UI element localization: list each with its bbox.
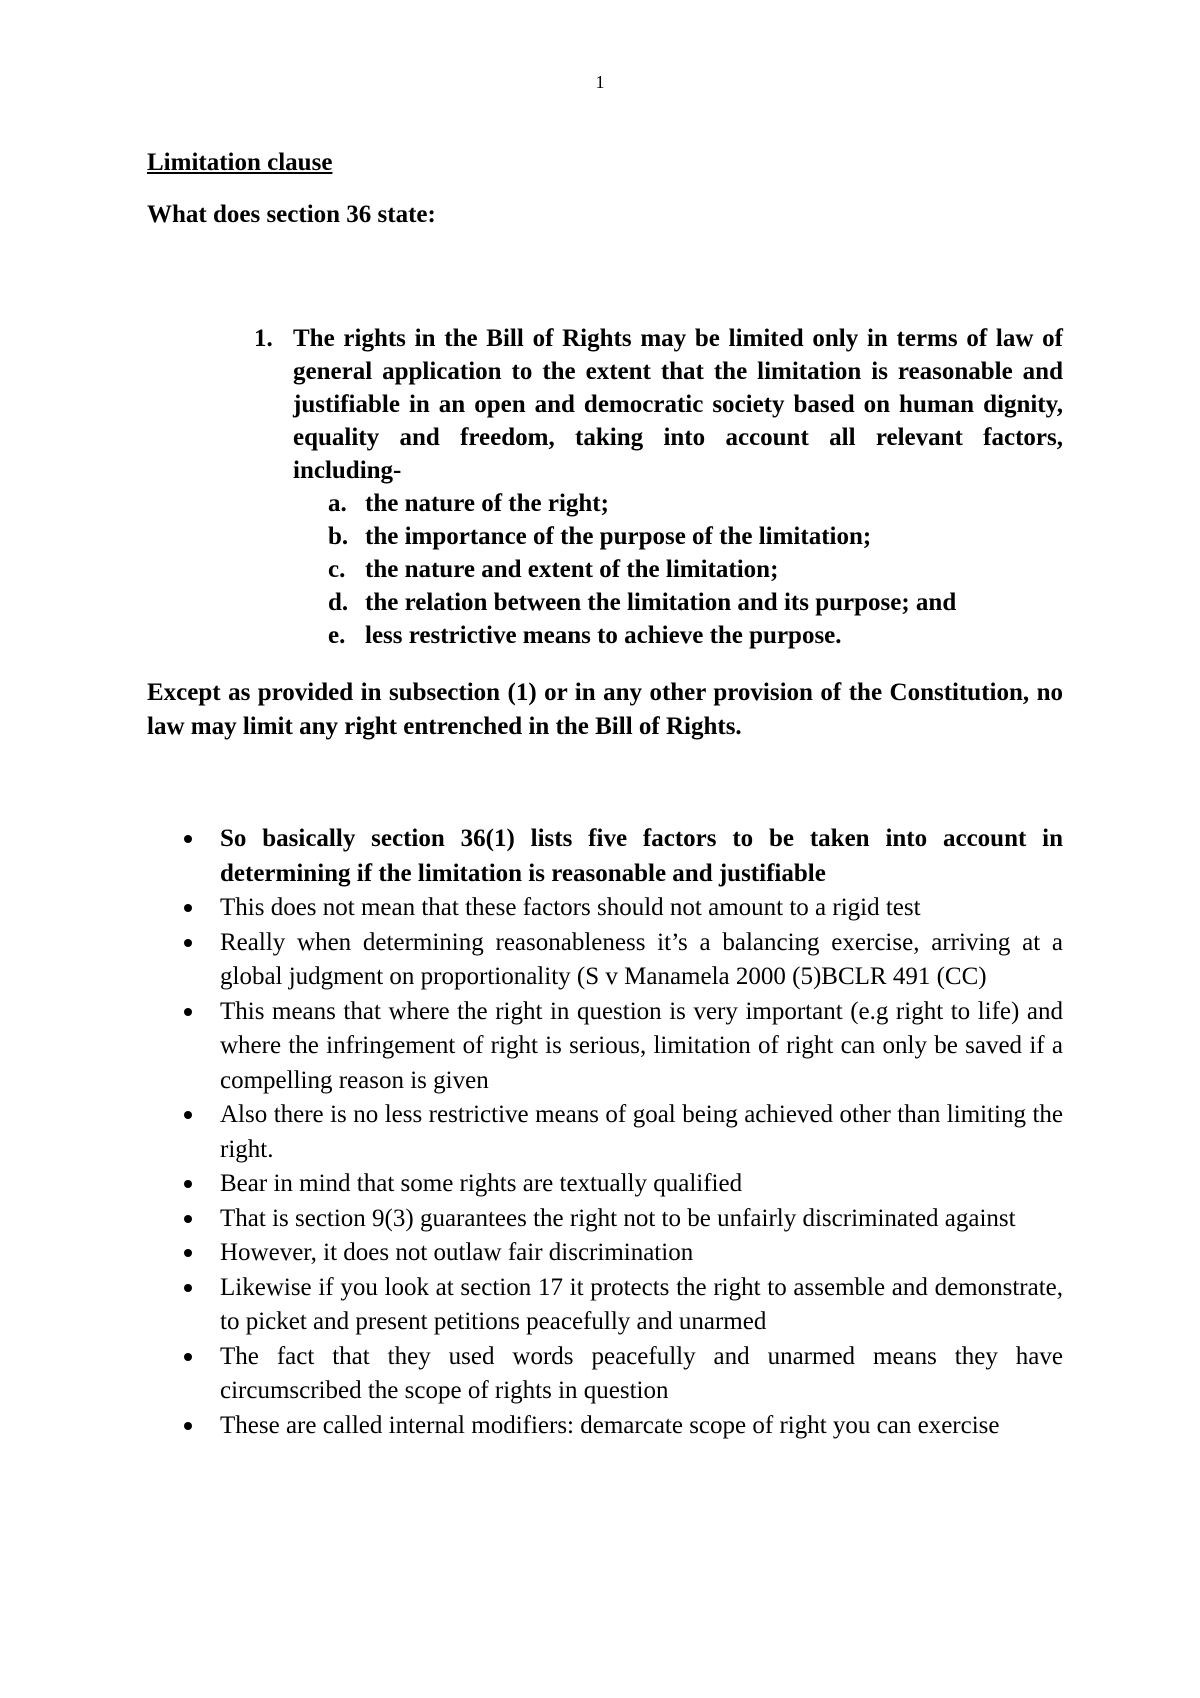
bullet-item xyxy=(147,1202,1063,1237)
section-question: What does section 36 state: xyxy=(147,201,436,228)
numbered-item-text: The rights in the Bill of Rights may be limited only in terms of law of general application to the extent that the limitation is reasonable and justifiable in an open and democratic society based on human dignity, equality and freedom, taking into account all relevant factors, including- xyxy=(293,325,1063,484)
bullet-item xyxy=(147,1236,1063,1271)
factor-text: the nature of the right; xyxy=(365,490,609,517)
factor-text: the nature and extent of the limitation; xyxy=(365,556,779,583)
numbered-item-1 xyxy=(147,322,1063,652)
factor-item-e xyxy=(293,619,1063,652)
except-paragraph: Except as provided in subsection (1) or in any other provision of the Constitution, no law may limit any right entrenched in the Bill of Rights. xyxy=(147,679,1063,740)
factor-text: the relation between the limitation and its purpose; and xyxy=(365,589,957,616)
factor-marker: a. xyxy=(328,490,347,517)
factor-item-d xyxy=(293,586,1063,619)
bullet-text: Really when determining reasonableness it’s a balancing exercise, arriving at a global judgment on proportionality (S v Manamela 2000 (5)BCLR 491 (CC) xyxy=(220,928,1063,990)
bullet-item xyxy=(147,891,1063,926)
numbered-list xyxy=(147,322,1063,652)
bullet-text: However, it does not outlaw fair discrimination xyxy=(220,1239,694,1266)
bullet-item xyxy=(147,1167,1063,1202)
bullet-item xyxy=(147,1340,1063,1409)
factor-marker: e. xyxy=(328,622,346,649)
bullet-text: Bear in mind that some rights are textually qualified xyxy=(220,1170,743,1197)
bullet-item xyxy=(147,995,1063,1099)
bullet-icon xyxy=(184,1284,192,1292)
section-title: Limitation clause xyxy=(147,149,333,176)
factor-sublist xyxy=(293,487,1063,652)
page-number: 1 xyxy=(595,72,605,92)
bullet-icon xyxy=(184,1180,192,1188)
bullet-item xyxy=(147,1271,1063,1340)
bullet-text: This does not mean that these factors should not amount to a rigid test xyxy=(220,894,921,921)
bullet-text: These are called internal modifiers: demarcate scope of right you can exercise xyxy=(220,1411,1000,1439)
bullet-item xyxy=(147,822,1063,891)
bullet-text: This means that where the right in question is very important (e.g right to life) and where the infringement of right is serious, limitation of right can only be saved if a compelling reason is given xyxy=(220,997,1063,1094)
bullet-text: Likewise if you look at section 17 it protects the right to assemble and demonstrate, to picket and present petitions peacefully and unarmed xyxy=(220,1273,1063,1335)
document-body xyxy=(147,146,1063,1443)
factor-text: the importance of the purpose of the limitation; xyxy=(365,523,872,550)
bullet-text: Also there is no less restrictive means of goal being achieved other than limiting the right. xyxy=(220,1101,1063,1163)
factor-marker: c. xyxy=(328,556,346,583)
bullet-item xyxy=(147,1098,1063,1167)
bullet-list xyxy=(147,822,1063,1443)
factor-item-b xyxy=(293,520,1063,553)
factor-marker: d. xyxy=(328,589,349,616)
bullet-text: That is section 9(3) guarantees the right not to be unfairly discriminated against xyxy=(220,1204,1016,1232)
bullet-icon xyxy=(184,1422,192,1430)
bullet-text: The fact that they used words peacefully and unarmed means they have circumscribed the scope of rights in question xyxy=(220,1342,1063,1404)
factor-marker: b. xyxy=(328,523,349,550)
factor-item-c xyxy=(293,553,1063,586)
bullet-icon xyxy=(184,1008,192,1016)
numbered-item-marker: 1. xyxy=(254,325,273,352)
factor-text: less restrictive means to achieve the purpose. xyxy=(365,622,842,649)
factor-item-a xyxy=(293,487,1063,520)
bullet-icon xyxy=(184,1249,192,1257)
bullet-icon xyxy=(184,1215,192,1223)
bullet-item xyxy=(147,926,1063,995)
bullet-text: So basically section 36(1) lists five factors to be taken into account in determining if the limitation is reasonable and justifiable xyxy=(220,825,1063,887)
bullet-icon xyxy=(184,1353,192,1361)
bullet-icon xyxy=(184,904,192,912)
bullet-icon xyxy=(184,835,192,843)
bullet-icon xyxy=(184,939,192,947)
bullet-icon xyxy=(184,1111,192,1119)
bullet-item xyxy=(147,1409,1063,1444)
